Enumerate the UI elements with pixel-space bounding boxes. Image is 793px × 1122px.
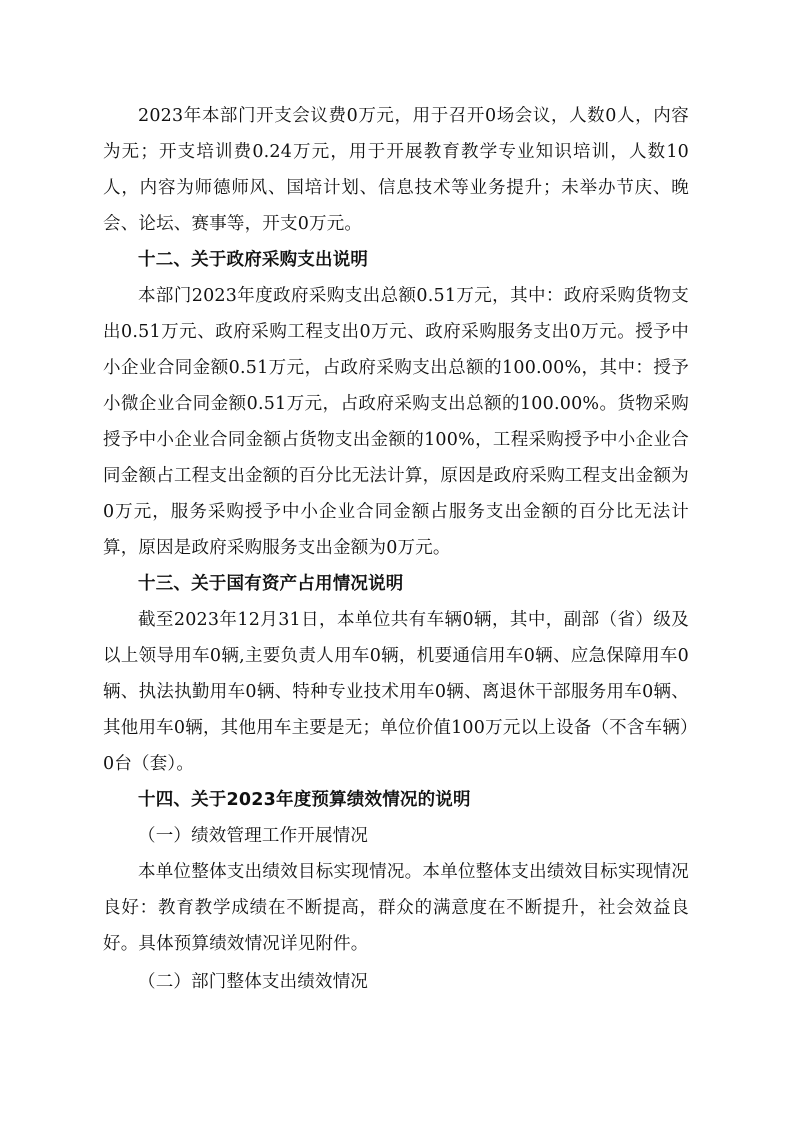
section-heading-13: 十三、关于国有资产占用情况说明	[138, 574, 404, 594]
paragraph-conference-training-expenses: 2023年本部门开支会议费0万元，用于召开0场会议，人数0人，内容为无；开支培训费0.24万元，用于开展教育教学专业知识培训，人数10人，内容为师德师风、国培计划、信息技术等业务提升；未举办节庆、晚会、论坛、赛事等，开支0万元。	[103, 106, 689, 234]
section-heading-14: 十四、关于2023年度预算绩效情况的说明	[138, 790, 471, 810]
paragraph-state-assets: 截至2023年12月31日，本单位共有车辆0辆，其中，副部（省）级及以上领导用车0辆,主要负责人用车0辆，机要通信用车0辆、应急保障用车0辆、执法执勤用车0辆、特种专业技术用车0辆、离退休干部服务用车0辆、其他用车0辆，其他用车主要是无；单位价值100万元以上设备（不含车辆）0台（套）。	[103, 610, 689, 774]
subheading-overall-expenditure-performance: （二）部门整体支出绩效情况	[138, 972, 369, 992]
paragraph-government-procurement: 本部门2023年度政府采购支出总额0.51万元，其中：政府采购货物支出0.51万元、政府采购工程支出0万元、政府采购服务支出0万元。授予中小企业合同金额0.51万元，占政府采购支出总额的100.00%，其中：授予小微企业合同金额0.51万元，占政府采购支出总额的100.00%。货物采购授予中小企业合同金额占货物支出金额的100%，工程采购授予中小企业合同金额占工程支出金额的百分比无法计算，原因是政府采购工程支出金额为0万元，服务采购授予中小企业合同金额占服务支出金额的百分比无法计算，原因是政府采购服务支出金额为0万元。	[103, 286, 689, 558]
subheading-performance-management: （一）绩效管理工作开展情况	[138, 826, 369, 846]
document-body	[103, 98, 689, 1000]
paragraph-performance-goals: 本单位整体支出绩效目标实现情况。本单位整体支出绩效目标实现情况良好：教育教学成绩在不断提高，群众的满意度在不断提升，社会效益良好。具体预算绩效情况详见附件。	[103, 862, 689, 954]
section-heading-12: 十二、关于政府采购支出说明	[138, 250, 369, 270]
